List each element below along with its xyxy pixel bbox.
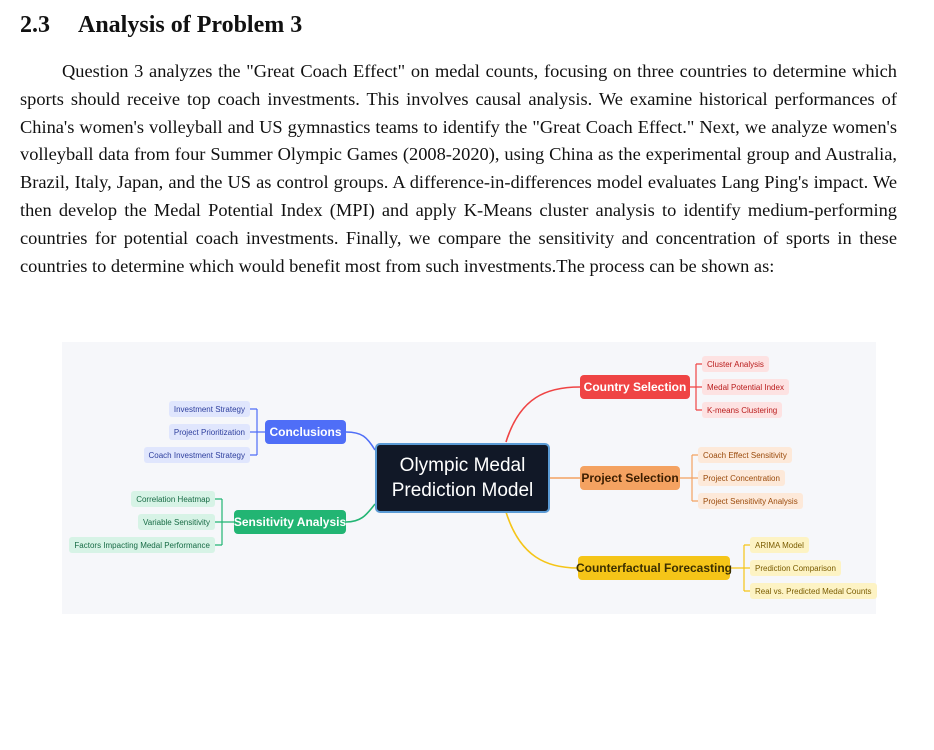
leaf-arima-model: ARIMA Model	[750, 537, 809, 553]
leaf-real-vs-predicted: Real vs. Predicted Medal Counts	[750, 583, 877, 599]
branch-country-selection: Country Selection	[580, 375, 690, 399]
connector-country	[506, 387, 580, 442]
branch-project-selection: Project Selection	[580, 466, 680, 490]
body-paragraph: Question 3 analyzes the "Great Coach Effect" on medal counts, focusing on three countries to determine which sports should receive top coach investments. This involves causal analysis. We examine historical performances of China's women's volleyball and US gymnastics teams to identify the "Great Coach Effect." Next, we analyze women's volleyball data from four Summer Olympic Games (2008-2020), using China as the experimental group and Australia, Brazil, Italy, Japan, and the US as control groups. A difference-in-differences model evaluates Lang Ping's impact. We then develop the Medal Potential Index (MPI) and apply K-Means cluster analysis to identify medium-performing countries for potential coach investments. Finally, we compare the sensitivity and concentration of sports in these countries to determine which would benefit most from such investments.The process can be shown as:	[20, 61, 897, 276]
leaf-cluster-analysis: Cluster Analysis	[702, 356, 769, 372]
leaf-investment-strategy: Investment Strategy	[169, 401, 250, 417]
connector-project-leaves	[680, 455, 698, 501]
connector-counterfactual-leaves	[730, 545, 750, 591]
mindmap-figure	[62, 342, 876, 614]
section-number: 2.3	[20, 12, 50, 38]
connector-counterfactual	[506, 512, 578, 568]
leaf-k-means-clustering: K-means Clustering	[702, 402, 782, 418]
connector-country-leaves	[690, 364, 702, 410]
central-node	[375, 443, 550, 513]
leaf-coach-effect-sensitivity: Coach Effect Sensitivity	[698, 447, 792, 463]
section-heading	[20, 12, 302, 39]
leaf-coach-investment-strategy: Coach Investment Strategy	[144, 447, 251, 463]
section-title: Analysis of Problem 3	[78, 12, 303, 38]
connector-conclusions-leaves	[250, 409, 265, 455]
branch-counterfactual-forecasting: Counterfactual Forecasting	[578, 556, 730, 580]
leaf-variable-sensitivity: Variable Sensitivity	[138, 514, 215, 530]
connector-sensitivity-leaves	[215, 499, 234, 545]
branch-sensitivity-analysis: Sensitivity Analysis	[234, 510, 346, 534]
central-node-line1: Olympic Medal	[399, 455, 526, 476]
leaf-medal-potential-index: Medal Potential Index	[702, 379, 789, 395]
branch-conclusions: Conclusions	[265, 420, 346, 444]
leaf-correlation-heatmap: Correlation Heatmap	[131, 491, 215, 507]
leaf-factors-impacting-medal-performance: Factors Impacting Medal Performance	[69, 537, 215, 553]
leaf-project-prioritization: Project Prioritization	[169, 424, 250, 440]
leaf-project-sensitivity-analysis: Project Sensitivity Analysis	[698, 493, 803, 509]
connector-sensitivity	[346, 504, 375, 522]
central-node-line2: Prediction Model	[391, 480, 534, 501]
connector-conclusions	[346, 432, 375, 450]
leaf-prediction-comparison: Prediction Comparison	[750, 560, 841, 576]
leaf-project-concentration: Project Concentration	[698, 470, 785, 486]
